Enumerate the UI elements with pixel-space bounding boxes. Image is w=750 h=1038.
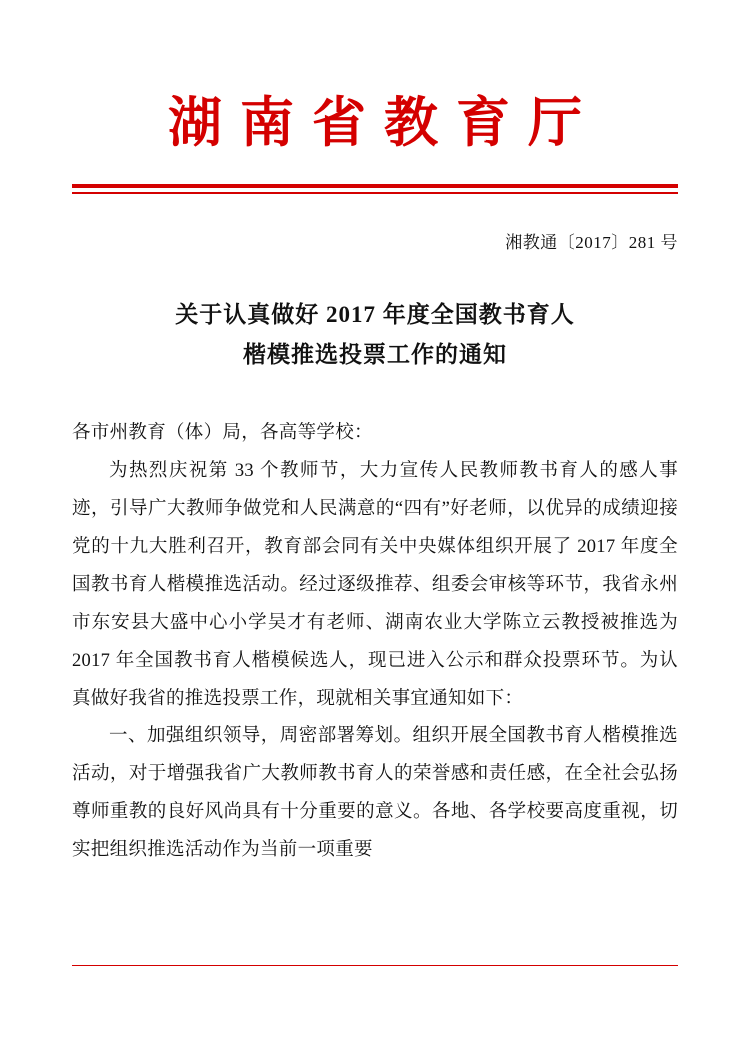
divider-thick-line [72, 184, 678, 188]
salutation: 各市州教育（体）局，各高等学校： [72, 423, 373, 444]
document-title-line-2: 楷模推选投票工作的通知 [243, 341, 507, 367]
divider-thin-line [72, 192, 678, 194]
document-title [72, 295, 678, 376]
issuing-authority-title: 湖南省教育厅 [168, 93, 600, 153]
masthead-divider [72, 184, 678, 194]
document-number: 湘教通〔2017〕281 号 [505, 232, 678, 252]
footer-divider [72, 965, 678, 967]
body-paragraph-2: 一、加强组织领导，周密部署筹划。组织开展全国教书育人楷模推选活动，对于增强我省广大教师教书育人的荣誉感和责任感，在全社会弘扬尊师重教的良好风尚具有十分重要的意义。各地、各学校要高度重视，切实把组织推选活动作为当前一项重要 [72, 726, 678, 861]
document-body [72, 415, 678, 870]
footer-thin-line [72, 965, 678, 967]
document-title-line-1: 关于认真做好 2017 年度全国教书育人 [175, 301, 575, 327]
body-paragraph-1: 为热烈庆祝第 33 个教师节，大力宣传人民教师教书育人的感人事迹，引导广大教师争做党和人民满意的“四有”好老师，以优异的成绩迎接党的十九大胜利召开，教育部会同有关中央媒体组织开展了 2017 年度全国教书育人楷模推选活动。经过逐级推荐、组委会审核等环节，我省永州市东安县大盛中心小学吴才有老师、湖南农业大学陈立云教授被推选为 2017 年全国教书育人楷模候选人，现已进入公示和群众投票环节。为认真做好我省的推选投票工作，现就相关事宜通知如下： [72, 461, 678, 709]
masthead [72, 0, 678, 154]
